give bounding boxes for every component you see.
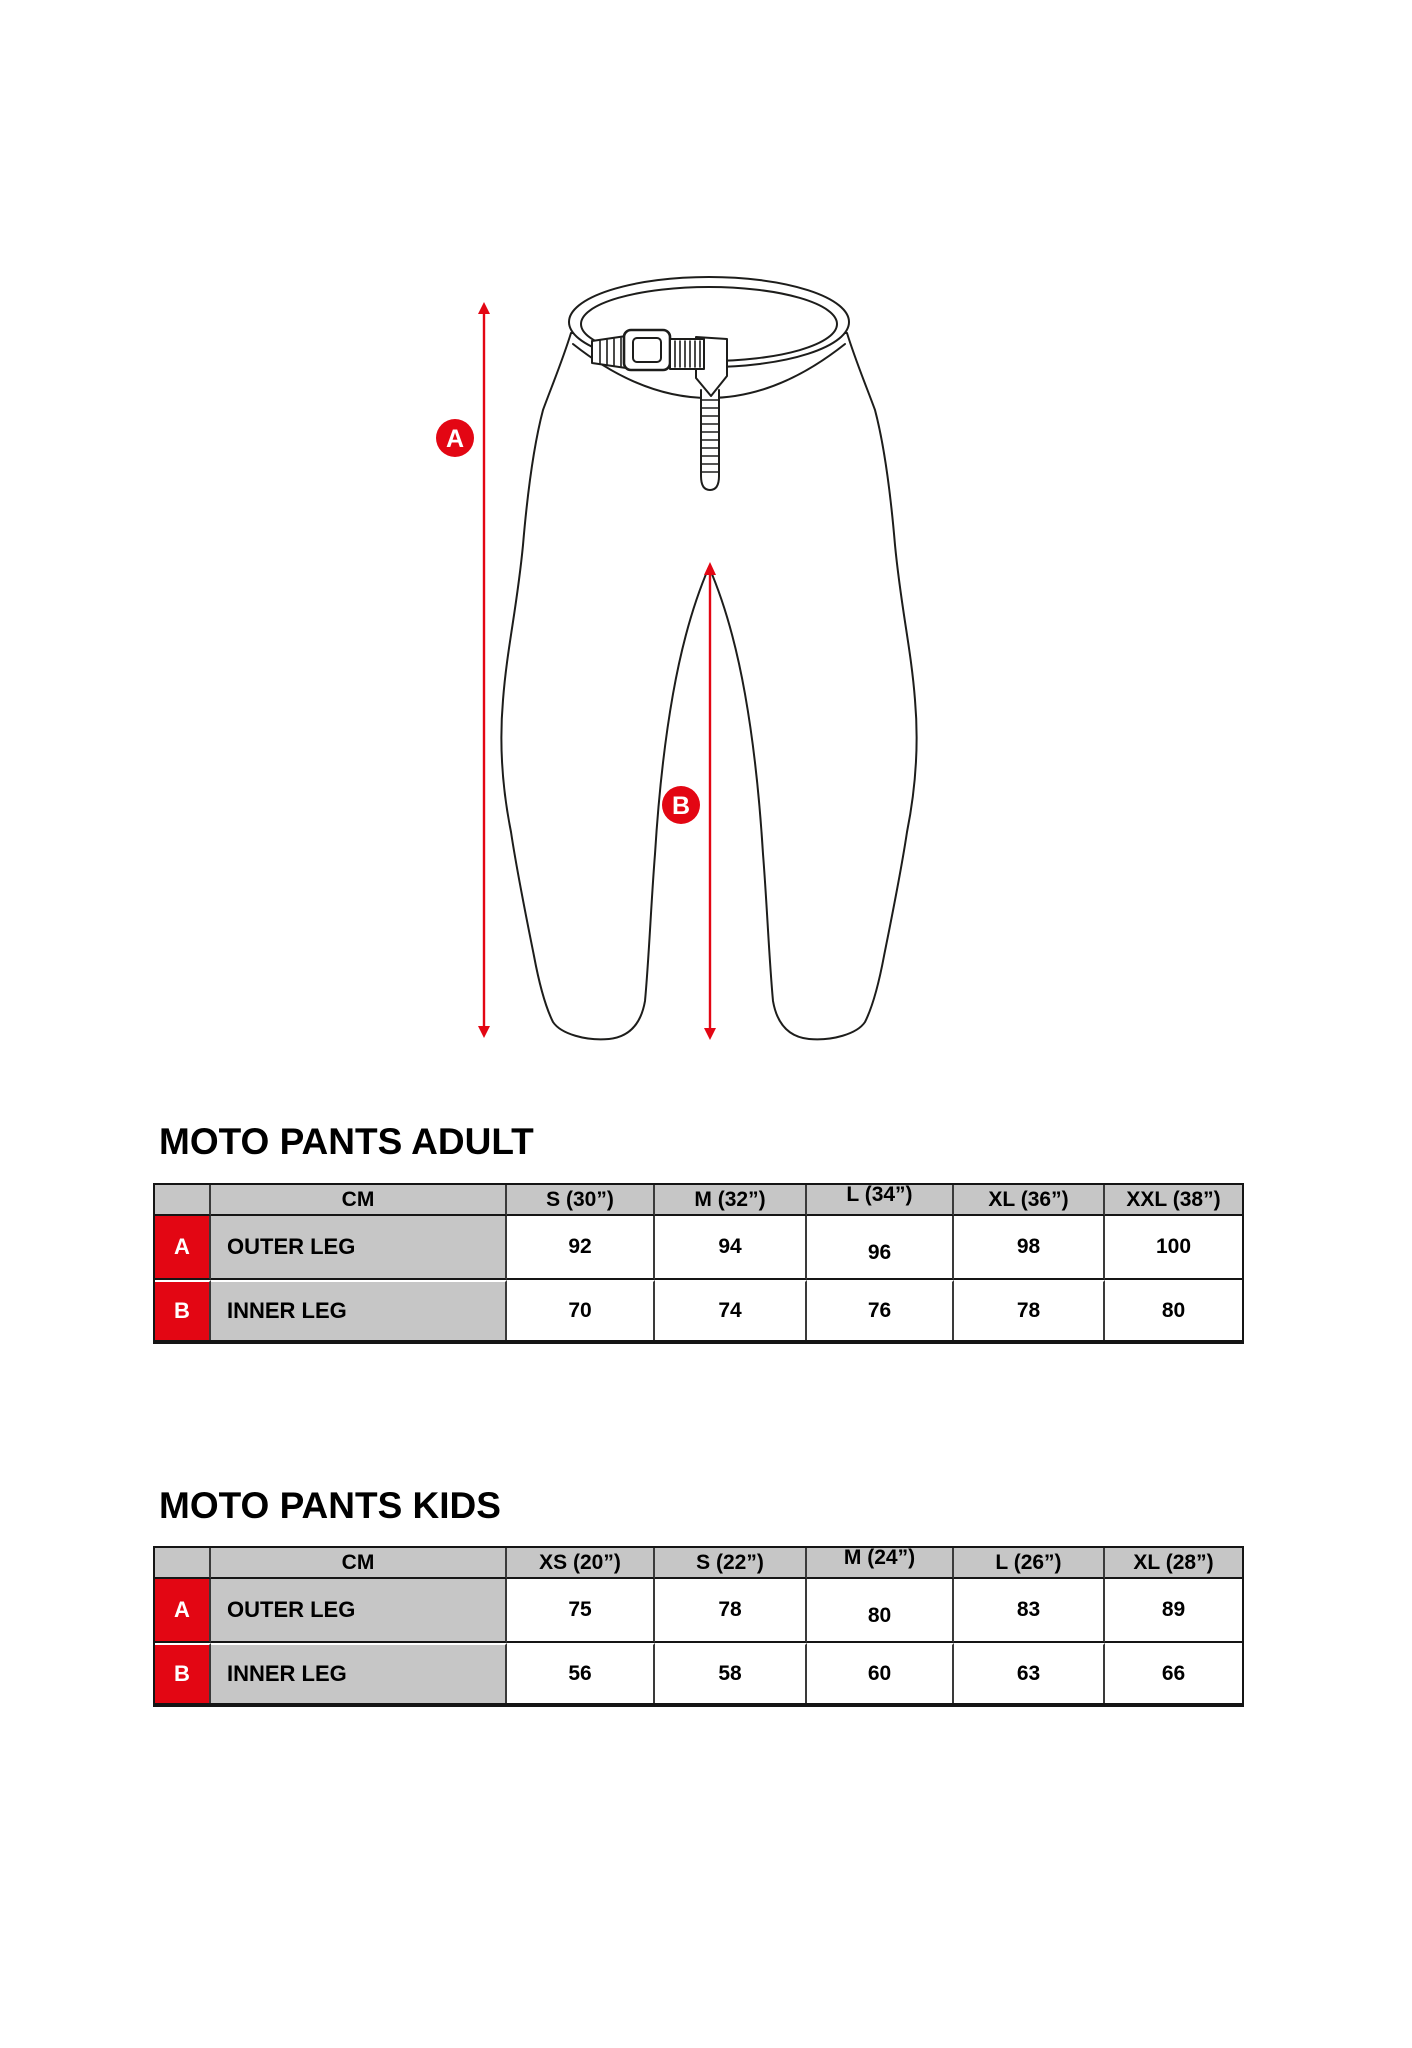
kids-outer-leg-row [155,1579,1242,1643]
size-value: 78 [1016,1299,1041,1322]
size-value: 94 [718,1235,742,1258]
size-header-label: S (30”) [546,1187,614,1211]
belt-buckle-outer [624,330,670,370]
outer-leg-arrowhead-up-icon [478,302,490,314]
kids-inner-leg-row [155,1643,1242,1703]
size-value-cell [1105,1643,1242,1703]
size-value-cell [655,1216,807,1280]
size-value: 89 [1161,1598,1186,1621]
unit-header-label: CM [341,1187,375,1211]
size-value-cell [507,1579,655,1643]
size-value-cell [655,1579,807,1643]
inner-leg-arrowhead-down-icon [704,1028,716,1040]
size-value-cell [954,1216,1105,1280]
size-value-cell [1105,1579,1242,1643]
corner-cell [155,1185,211,1216]
size-value: 74 [718,1299,742,1322]
size-value: 78 [718,1598,742,1621]
size-value: 83 [1016,1598,1041,1621]
kids-table-title: MOTO PANTS KIDS [159,1485,501,1526]
size-value: 58 [718,1662,742,1685]
measurement-label: OUTER LEG [211,1579,507,1643]
size-header-cell [507,1548,655,1579]
size-value: 80 [867,1604,892,1627]
marker-a-cell: A [155,1579,211,1643]
kids-header-row [155,1548,1242,1579]
size-header-label: S (22”) [696,1550,764,1574]
size-value-cell [1105,1280,1242,1340]
size-value: 66 [1161,1662,1186,1685]
marker-a-cell: A [155,1216,211,1280]
size-header-cell [807,1185,954,1216]
size-value: 60 [867,1662,892,1685]
size-header-cell [954,1185,1105,1216]
size-header-label: M (32”) [694,1187,766,1211]
size-value: 70 [568,1299,592,1322]
size-header-cell [1105,1185,1242,1216]
unit-header-cell [211,1548,507,1579]
marker-b-cell: B [155,1280,211,1340]
size-header-label: M (24”) [843,1548,916,1569]
size-value-cell [507,1280,655,1340]
size-value-cell [954,1280,1105,1340]
size-header-cell [954,1548,1105,1579]
size-value: 76 [867,1299,892,1322]
adult-outer-leg-row [155,1216,1242,1280]
size-header-cell [655,1548,807,1579]
size-value-cell [807,1643,954,1703]
size-header-label: L (34”) [846,1185,913,1206]
marker-a-label: A [445,425,465,453]
size-value-cell [655,1280,807,1340]
adult-size-table [153,1183,1244,1344]
size-header-label: XL (28”) [1133,1550,1214,1574]
size-value-cell [954,1579,1105,1643]
size-header-cell [507,1185,655,1216]
measurement-label: INNER LEG [211,1280,507,1340]
size-value: 100 [1155,1235,1192,1258]
size-value-cell [807,1280,954,1340]
size-value-cell [807,1579,954,1643]
size-value-cell [655,1643,807,1703]
measurement-label: INNER LEG [211,1643,507,1703]
size-value-cell [1105,1216,1242,1280]
size-header-label: L (26”) [995,1550,1062,1574]
size-value-cell [954,1643,1105,1703]
size-value: 96 [867,1241,892,1264]
size-header-cell [655,1185,807,1216]
kids-size-table [153,1546,1244,1707]
adult-table-title: MOTO PANTS ADULT [159,1121,534,1162]
corner-cell [155,1548,211,1579]
size-header-cell [807,1548,954,1579]
size-header-label: XXL (38”) [1126,1187,1221,1211]
size-value: 92 [568,1235,592,1258]
size-value: 56 [568,1662,592,1685]
unit-header-label: CM [341,1550,375,1574]
adult-inner-leg-row [155,1280,1242,1340]
measurement-label: OUTER LEG [211,1216,507,1280]
size-header-label: XL (36”) [988,1187,1069,1211]
size-value-cell [807,1216,954,1280]
unit-header-cell [211,1185,507,1216]
size-value: 63 [1016,1662,1041,1685]
marker-b-label: B [671,792,691,820]
size-value-cell [507,1643,655,1703]
size-value: 75 [568,1598,592,1621]
size-header-cell [1105,1548,1242,1579]
size-value: 80 [1161,1299,1186,1322]
adult-header-row [155,1185,1242,1216]
size-value-cell [507,1216,655,1280]
size-header-label: XS (20”) [539,1550,621,1574]
marker-b-cell: B [155,1643,211,1703]
outer-leg-arrowhead-down-icon [478,1026,490,1038]
size-value: 98 [1016,1235,1041,1258]
